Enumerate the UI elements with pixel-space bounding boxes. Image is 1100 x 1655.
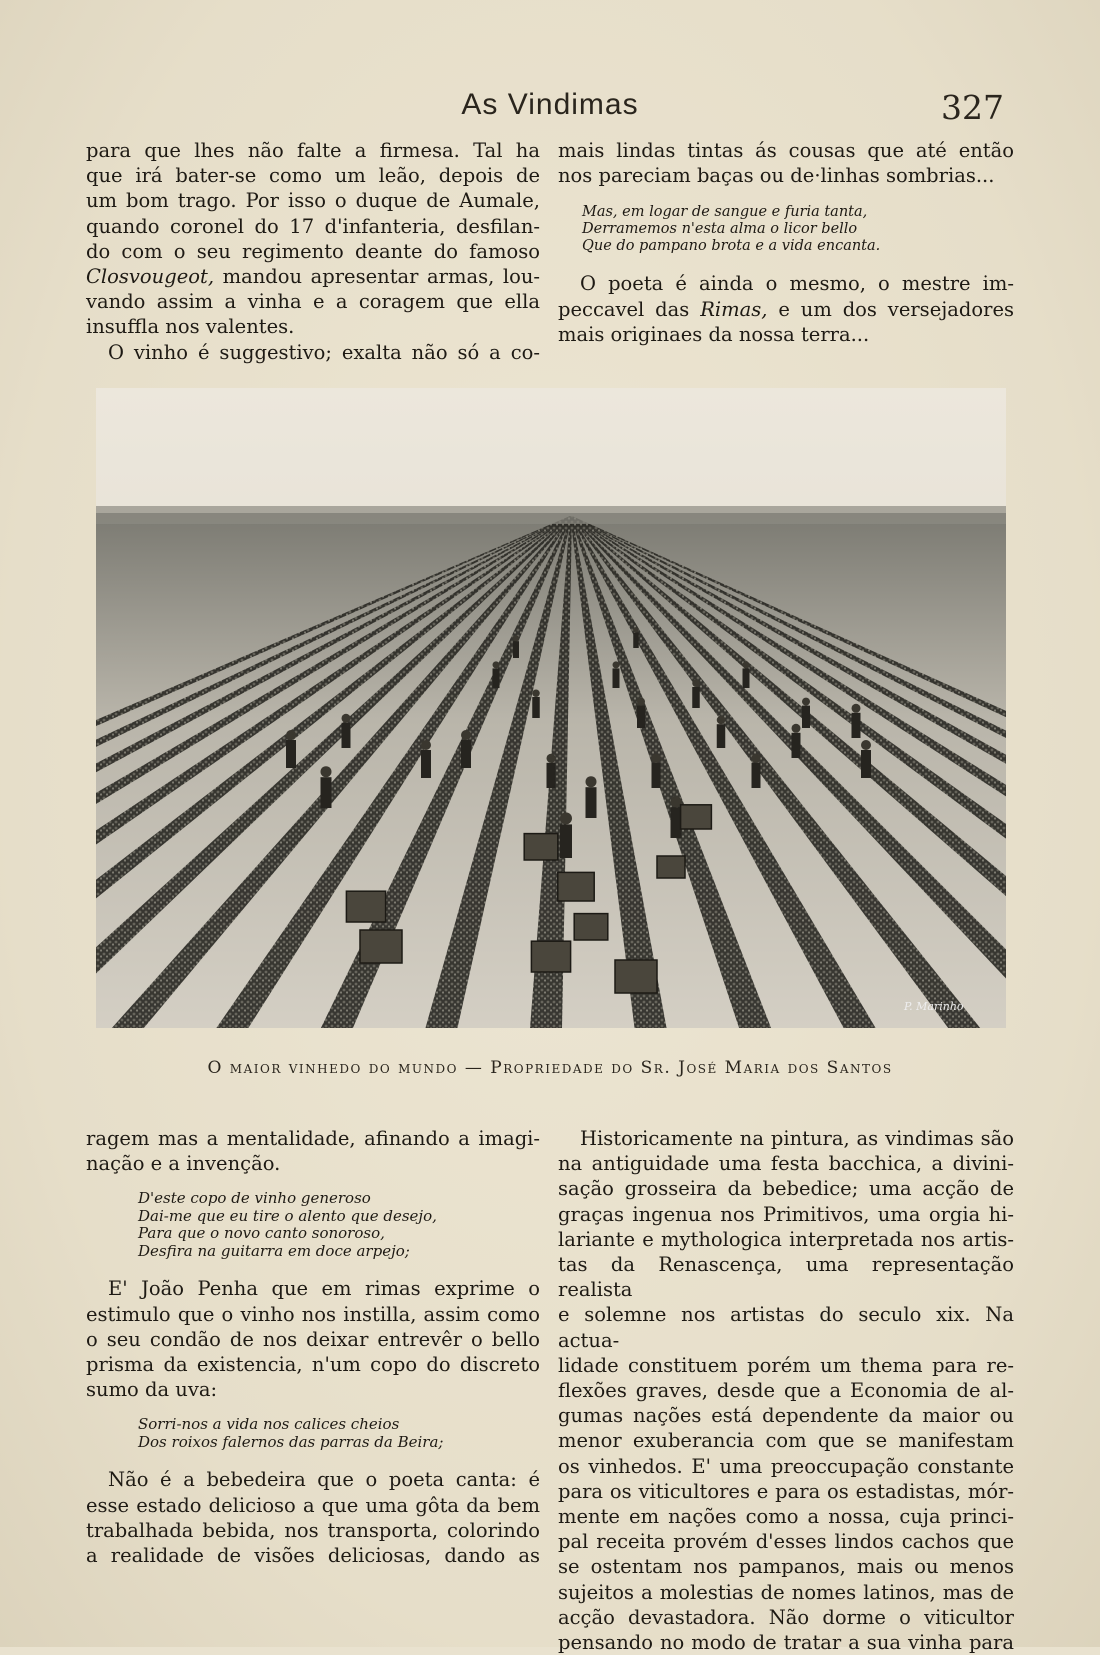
top-right-column [558,138,1014,347]
grape-basket [346,891,385,922]
grape-picker [637,698,645,728]
text-line: prisma da existencia, n'um copo do discreto [86,1353,540,1377]
vineyard-photograph [96,388,1006,1028]
grape-picker [743,661,750,688]
text-line: pal receita provém d'esses lindos cachos que [558,1530,1014,1554]
text-line: esse estado delicioso a que uma gôta da bem [86,1493,540,1517]
text-line: nação e a invenção. [86,1152,281,1176]
text-line: mais originaes da nossa terra... [558,322,870,346]
verse-line: Derramemos n'esta alma o licor bello [582,221,858,238]
text-line: mais lindas tintas ás cousas que até então [558,139,1014,162]
text-line: E' João Penha que em rimas exprime o [108,1277,540,1301]
grape-basket [615,960,657,993]
grape-picker [532,690,540,719]
paragraph-line: O vinho é suggestivo; exalta não só a co- [108,340,540,364]
text-line: menor exuberancia com que se manifestam [558,1429,1014,1453]
grape-basket [531,941,570,972]
grape-picker [461,730,471,768]
grape-picker [560,812,572,858]
text-line: tas da Renascença, uma representação realista [558,1253,1014,1302]
grape-basket [524,834,558,860]
text-line: gumas nações está dependente da maior ou [558,1404,1014,1428]
grape-picker [802,698,810,728]
text-line: o seu condão de nos deixar entrevêr o bello [86,1327,540,1351]
text-line: que irá bater-se como um leão, depois de [86,164,540,188]
grape-picker [861,740,871,778]
text-line: sumo da uva: [86,1378,218,1402]
grape-picker [671,796,682,838]
grape-picker [586,776,597,818]
italic-title: Rimas, [700,297,768,321]
verse-quote [558,204,1014,255]
text-line: lidade constituem porém um thema para re- [558,1353,1014,1377]
grape-picker [342,714,351,748]
grape-picker [613,661,620,688]
bottom-right-column [558,1126,1014,1655]
photographer-signature: P. Marinho [904,1000,964,1013]
grape-picker [321,766,332,808]
text-fragment: e um dos versejadores [778,297,1014,321]
verse-line: Para que o novo canto sonoroso, [138,1224,385,1243]
top-left-column [86,138,540,365]
grape-basket [574,914,608,940]
verse-line: Que do pampano brota e a vida encanta. [582,238,881,255]
grape-picker [633,627,639,648]
text-line: ragem mas a mentalidade, afinando a imagi- [86,1127,540,1150]
text-line-with-italic [558,297,1014,322]
bottom-left-column [86,1126,540,1568]
text-line: sujeitos a molestias de nomes latinos, mas de [558,1580,1014,1604]
verse-line: D'este copo de vinho generoso [138,1189,371,1208]
text-line: sação grosseira da bebedice; uma acção de [558,1177,1014,1201]
text-line: acção devastadora. Não dorme o viticultor [558,1605,1014,1629]
text-line-with-italic [86,264,540,289]
text-fragment: mandou apresentar armas, lou- [222,265,540,289]
text-line: pensando no modo de tratar a sua vinha para [558,1631,1014,1655]
verse-line: Mas, em logar de sangue e furia tanta, [582,204,868,221]
text-line: trabalhada bebida, nos transporta, colorindo [86,1518,540,1542]
text-line: os vinhedos. E' uma preoccupação constante [558,1454,1014,1478]
grape-picker [717,716,726,748]
grape-basket [558,872,594,901]
grape-picker [652,754,661,788]
text-line: mente em nações como a nossa, cuja princi- [558,1505,1014,1529]
italic-wine-name: Closvougeot, [86,265,215,289]
text-line: graças ingenua nos Primitivos, uma orgia hi- [558,1202,1014,1226]
running-title: As Vindimas [461,88,639,121]
page-number: 327 [941,88,1004,127]
grape-picker [513,635,519,658]
verse-quote [86,1190,540,1260]
verse-line: Sorri-nos a vida nos calices cheios [138,1415,400,1434]
text-line: vando assim a vinha e a coragem que ella [86,290,540,314]
verse-line: Dai-me que eu tire o alento que desejo, [138,1206,437,1225]
text-line: Não é a bebedeira que o poeta canta: é [108,1468,540,1492]
text-line: Historicamente na pintura, as vindimas são [580,1127,1014,1150]
text-line: nos pareciam baças ou de·linhas sombrias... [558,164,995,188]
grape-picker [421,740,431,778]
text-line: insuffla nos valentes. [86,315,295,339]
text-line: lariante e mythologica interpretada nos artis- [558,1227,1014,1251]
text-line: e solemne nos artistas do seculo xix. Na actua- [558,1303,1014,1352]
horizon-band [96,506,1006,524]
grape-basket [681,805,712,829]
text-line: se ostentam nos pampanos, mais ou menos [558,1555,1014,1579]
grape-picker [286,730,296,768]
grape-picker [692,680,700,709]
grape-picker [792,724,801,758]
text-line: do com o seu regimento deante do famoso [86,239,540,263]
verse-quote [86,1416,540,1451]
text-line: um bom trago. Por isso o duque de Aumale, [86,189,540,213]
text-line: para os viticultores e para os estadistas, mór- [558,1479,1014,1503]
grape-picker [547,754,556,788]
grape-picker [852,704,861,738]
vineyard-photo-svg [96,388,1006,1028]
text-line: O poeta é ainda o mesmo, o mestre im- [580,272,1014,296]
verse-line: Dos roixos falernos das parras da Beira; [138,1432,444,1451]
text-fragment: peccavel das [558,297,690,321]
verse-line: Desfira na guitarra em doce arpejo; [138,1241,410,1260]
text-line: na antiguidade uma festa bacchica, a divini- [558,1152,1014,1176]
text-line: flexões graves, desde que a Economia de al- [558,1379,1014,1403]
grape-basket [360,930,402,963]
text-line: quando coronel do 17 d'infanteria, desfilan- [86,214,540,238]
figure-caption: O maior vinhedo do mundo — Propriedade do Sr. José Maria dos Santos [207,1058,893,1078]
text-line: estimulo que o vinho nos instilla, assim como [86,1302,540,1326]
grape-basket [657,856,685,878]
text-line: para que lhes não falte a firmesa. Tal ha [86,139,540,162]
text-line: a realidade de visões deliciosas, dando as [86,1544,540,1568]
grape-picker [493,661,500,688]
grape-picker [752,754,761,788]
